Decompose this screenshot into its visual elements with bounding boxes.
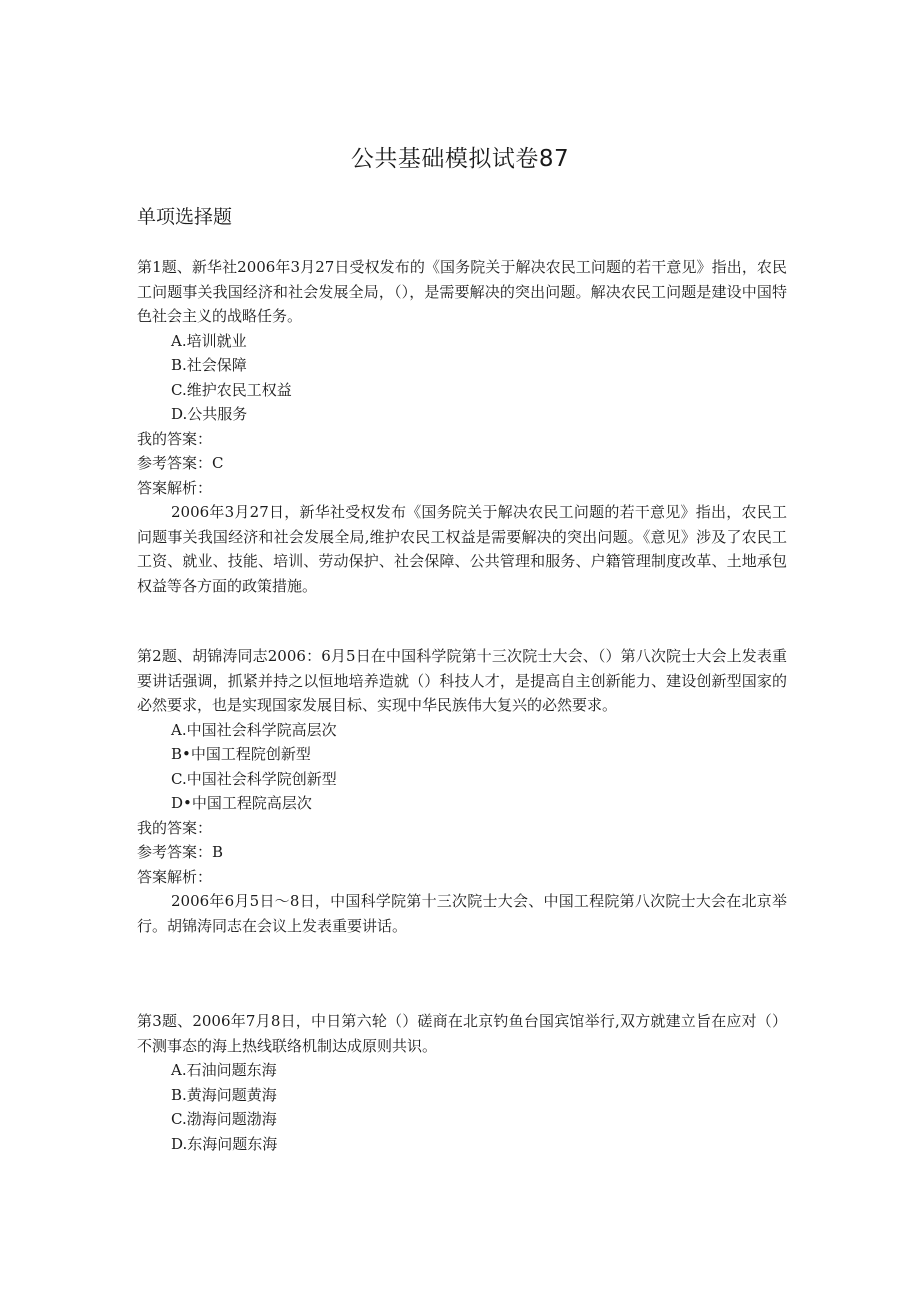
analysis-label: 答案解析：	[137, 478, 213, 497]
option-d: D.公共服务	[171, 405, 248, 423]
option-d: D•中国工程院高层次	[171, 794, 312, 812]
option-c: C.中国社会科学院创新型	[171, 769, 337, 788]
analysis-label: 答案解析：	[137, 867, 213, 886]
section-title: 单项选择题	[137, 206, 233, 228]
question-2	[137, 644, 787, 938]
option-a: A.中国社会科学院高层次	[171, 720, 337, 739]
my-answer-label: 我的答案：	[137, 818, 213, 837]
question-text: 第1题、新华社2006年3月27日受权发布的《国务院关于解决农民工问题的若干意见》指出，农民工问题事关我国经济和社会发展全局，（），是需要解决的突出问题。解决农民工问题是建设中国特色社会主义的战略任务。	[137, 258, 787, 325]
option-b: B.社会保障	[171, 356, 247, 374]
option-b: B•中国工程院创新型	[171, 745, 311, 763]
reference-answer: 参考答案：C	[137, 454, 224, 472]
document-title: 公共基础模拟试卷87	[350, 146, 570, 172]
option-a: A.石油问题东海	[171, 1061, 277, 1079]
analysis-text: 2006年6月5日～8日，中国科学院第十三次院士大会、中国工程院第八次院士大会在北京举行。胡锦涛同志在会议上发表重要讲话。	[137, 892, 787, 935]
analysis-text: 2006年3月27日，新华社受权发布《国务院关于解决农民工问题的若干意见》指出，农民工问题事关我国经济和社会发展全局,维护农民工权益是需要解决的突出问题。《意见》涉及了农民工工资、就业、技能、培训、劳动保护、社会保障、公共管理和服务、户籍管理制度改革、土地承包权益等各方面的政策措施。	[137, 503, 787, 595]
question-text: 第2题、胡锦涛同志2006：6月5日在中国科学院第十三次院士大会、（）第八次院士大会上发表重要讲话强调，抓紧并持之以恒地培养造就（）科技人才，是提高自主创新能力、建设创新型国家的必然要求，也是实现国家发展目标、实现中华民族伟大复兴的必然要求。	[137, 647, 787, 714]
reference-answer: 参考答案：B	[137, 843, 224, 861]
option-a: A.培训就业	[171, 331, 247, 350]
option-c: C.维护农民工权益	[171, 380, 292, 399]
option-d: D.东海问题东海	[171, 1134, 278, 1153]
question-3	[137, 1009, 787, 1156]
option-c: C.渤海问题渤海	[171, 1110, 277, 1128]
my-answer-label: 我的答案：	[137, 429, 213, 448]
option-b: B.黄海问题黄海	[171, 1085, 277, 1104]
question-1	[137, 255, 787, 598]
question-text: 第3题、2006年7月8日，中日第六轮（）磋商在北京钓鱼台国宾馆举行,双方就建立旨在应对（）不测事态的海上热线联络机制达成原则共识。	[137, 1012, 787, 1055]
